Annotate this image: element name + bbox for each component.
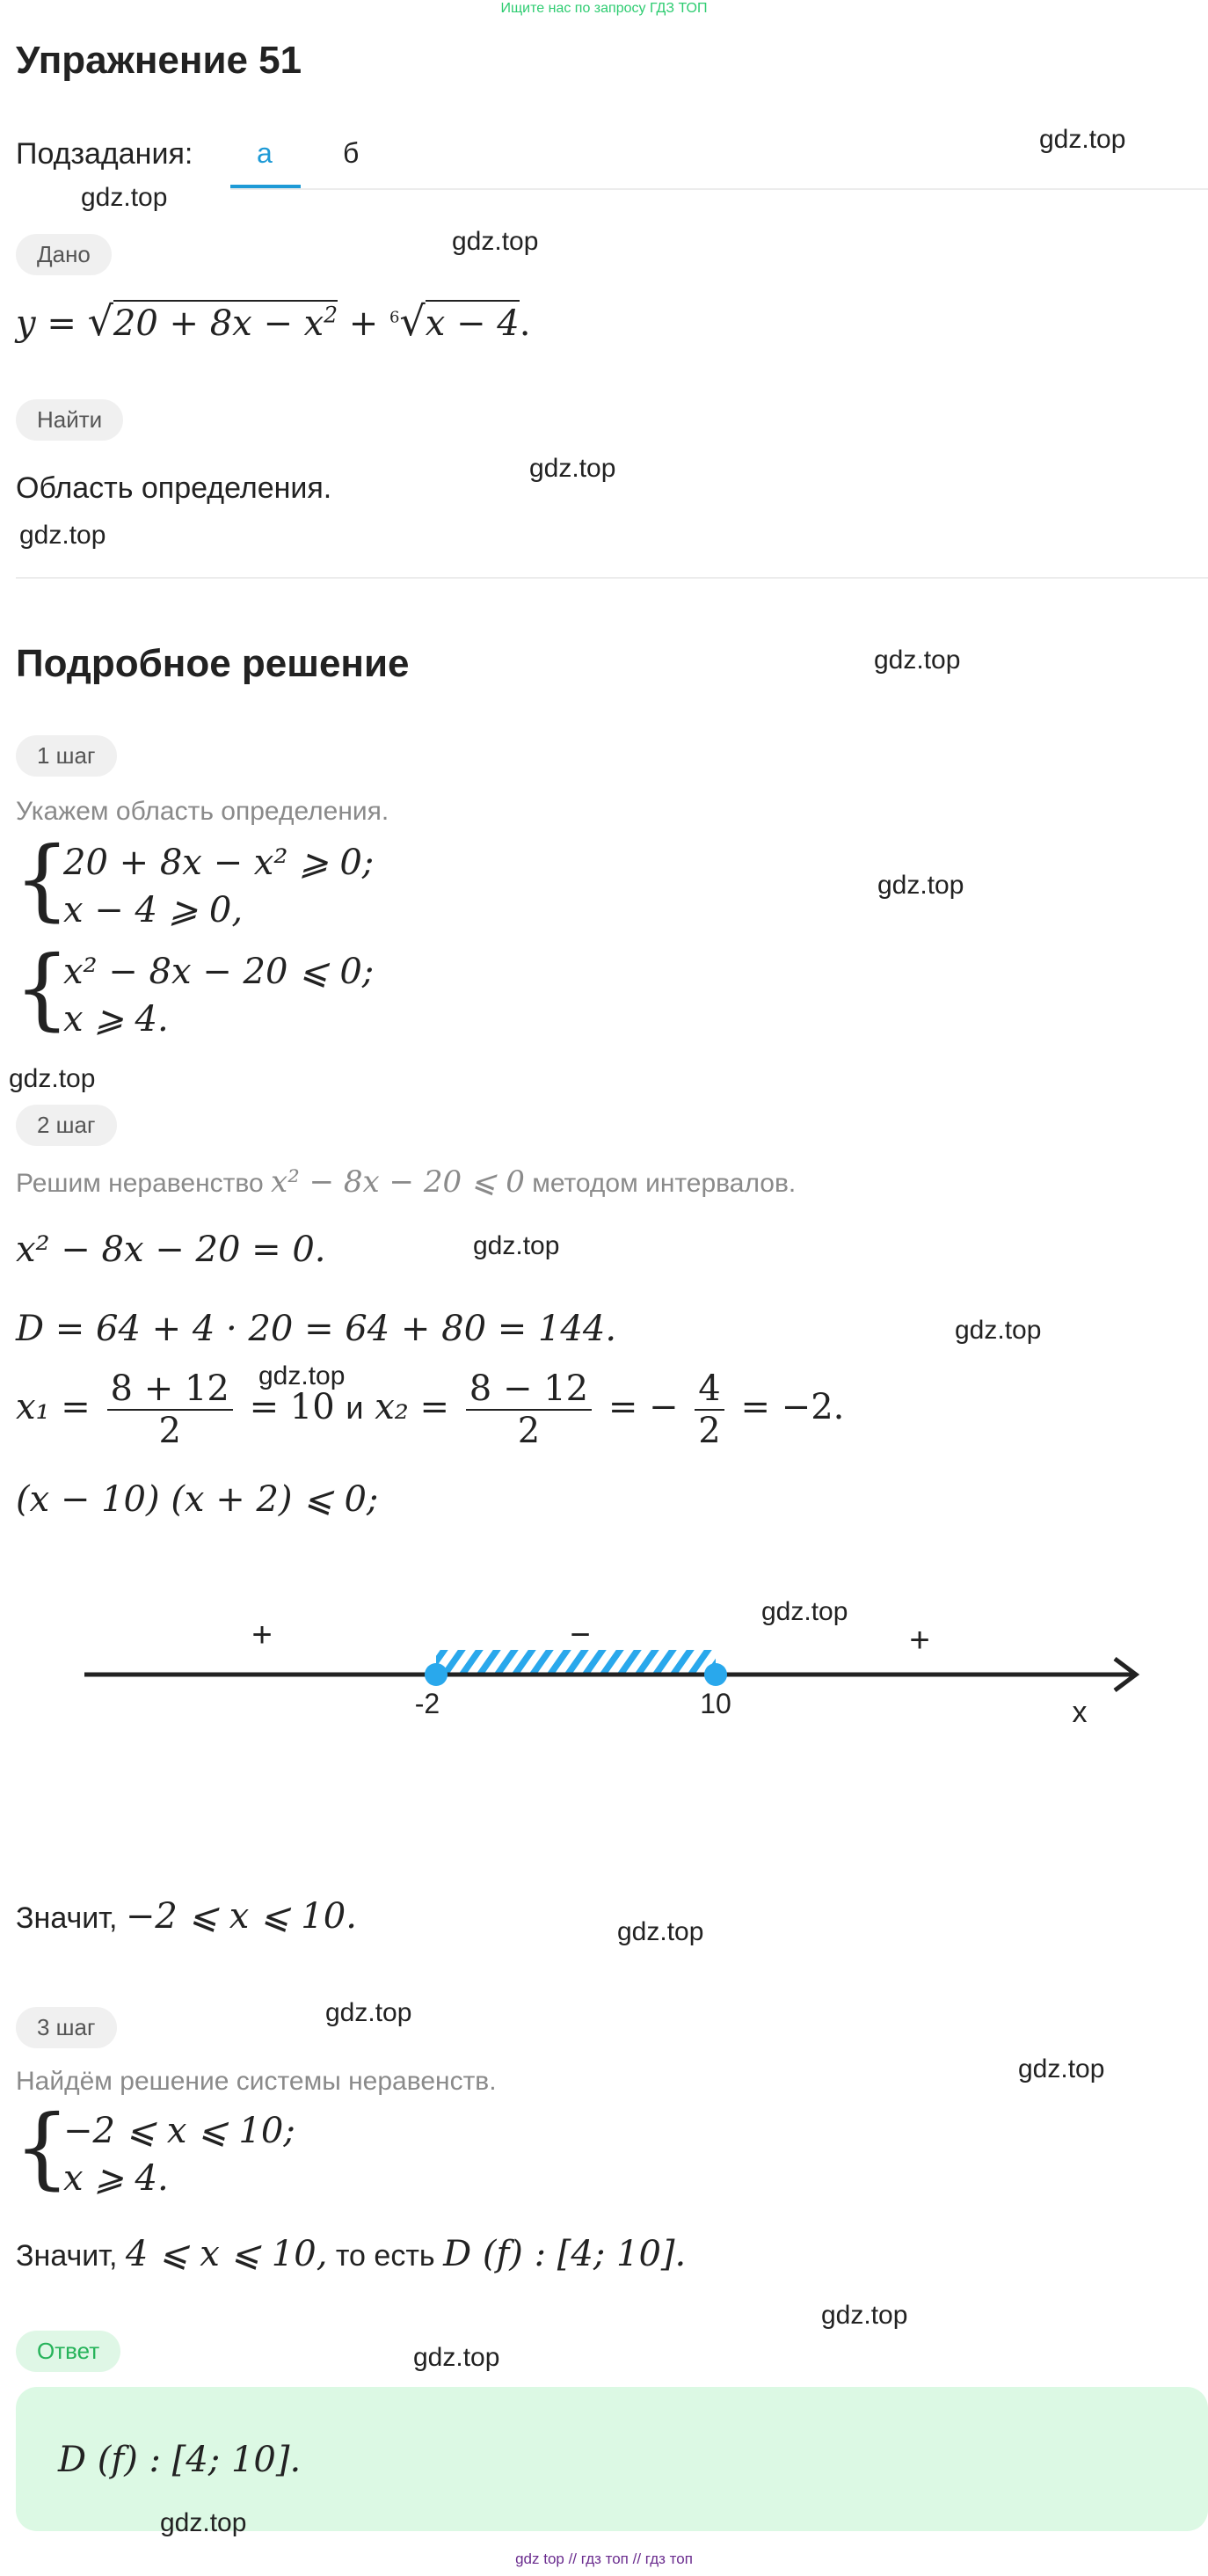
tab-b[interactable]: б	[343, 137, 360, 169]
watermark: gdz.top	[452, 227, 539, 256]
step2-conclusion: Значит, −2 ⩽ x ⩽ 10.	[16, 1896, 357, 1937]
section-divider	[16, 577, 1208, 579]
number-line	[0, 1601, 1208, 1741]
step3-badge: 3 шаг	[16, 2007, 117, 2048]
axis-label-x: x	[1072, 1696, 1088, 1729]
tabs-divider	[230, 188, 1208, 190]
watermark: gdz.top	[877, 871, 964, 900]
watermark: gdz.top	[874, 646, 961, 675]
system3-brace: {	[14, 2096, 70, 2199]
given-badge: Дано	[16, 234, 112, 275]
step3-text: Найдём решение системы неравенств.	[16, 2067, 497, 2096]
sign-left: +	[251, 1616, 273, 1654]
point-minus-2	[425, 1663, 448, 1686]
watermark: gdz.top	[160, 2508, 247, 2537]
answer-formula: D (f) : [4; 10].	[58, 2440, 302, 2480]
watermark: gdz.top	[413, 2343, 500, 2372]
watermark: gdz.top	[955, 1316, 1042, 1345]
find-badge: Найти	[16, 399, 123, 441]
system1-line1: 20 + 8x − x² ⩾ 0;	[63, 843, 375, 883]
watermark: gdz.top	[617, 1917, 704, 1946]
system1-brace: {	[14, 828, 70, 930]
top-banner[interactable]: Ищите нас по запросу ГДЗ ТОП	[500, 1, 708, 16]
discriminant: D = 64 + 4 · 20 = 64 + 80 = 144.	[16, 1309, 617, 1349]
watermark: gdz.top	[81, 183, 168, 212]
find-text: Область определения.	[16, 471, 332, 505]
quadratic-equation: x² − 8x − 20 = 0.	[16, 1230, 326, 1270]
sign-middle: −	[570, 1616, 591, 1654]
step1-text: Укажем область определения.	[16, 797, 389, 826]
watermark: gdz.top	[529, 454, 616, 483]
given-formula: $y = √20 + 8x - x^2 + ^6√x - 4$.	[16, 297, 531, 345]
watermark: gdz.top	[9, 1064, 96, 1093]
page-title: Упражнение 51	[16, 39, 302, 82]
watermark: gdz.top	[1039, 125, 1126, 154]
watermark: gdz.top	[325, 1998, 412, 2027]
label-10: 10	[700, 1688, 731, 1719]
system2-brace: {	[14, 937, 70, 1040]
watermark: gdz.top	[473, 1231, 560, 1260]
answer-badge: Ответ	[16, 2331, 120, 2372]
footer-links[interactable]: gdz top // гдз топ // гдз топ	[515, 2550, 693, 2567]
solution-title: Подробное решение	[16, 642, 410, 685]
step2-badge: 2 шаг	[16, 1105, 117, 1146]
step3-conclusion: Значит, 4 ⩽ x ⩽ 10, то есть D (f) : [4; 10].	[16, 2234, 687, 2274]
step1-badge: 1 шаг	[16, 735, 117, 777]
point-10	[704, 1663, 727, 1686]
watermark: gdz.top	[821, 2301, 908, 2330]
tab-a[interactable]: а	[257, 137, 273, 169]
system1-line2: x − 4 ⩾ 0,	[63, 890, 244, 930]
system3-line2: x ⩾ 4.	[63, 2158, 169, 2199]
factored-inequality: (x − 10) (x + 2) ⩽ 0;	[16, 1479, 379, 1520]
system2-line2: x ⩾ 4.	[63, 999, 169, 1040]
step2-text: Решим неравенство x² − 8x − 20 ⩽ 0 методом интервалов.	[16, 1164, 797, 1200]
roots: x₁ = $\frac{8 + 12}{2}$ = 10 и x₂ = $\frac{8 - 12}{2}$ = − $\frac{4}{2}$ = −2.	[16, 1368, 845, 1451]
subtasks-label: Подзадания:	[16, 137, 193, 171]
watermark: gdz.top	[258, 1361, 346, 1390]
sign-right: +	[909, 1621, 930, 1660]
system2-line1: x² − 8x − 20 ⩽ 0;	[63, 952, 375, 992]
label-minus-2: -2	[414, 1688, 440, 1719]
watermark: gdz.top	[761, 1597, 848, 1626]
watermark: gdz.top	[1018, 2054, 1105, 2083]
watermark: gdz.top	[19, 521, 106, 550]
system3-line1: −2 ⩽ x ⩽ 10;	[63, 2111, 295, 2151]
